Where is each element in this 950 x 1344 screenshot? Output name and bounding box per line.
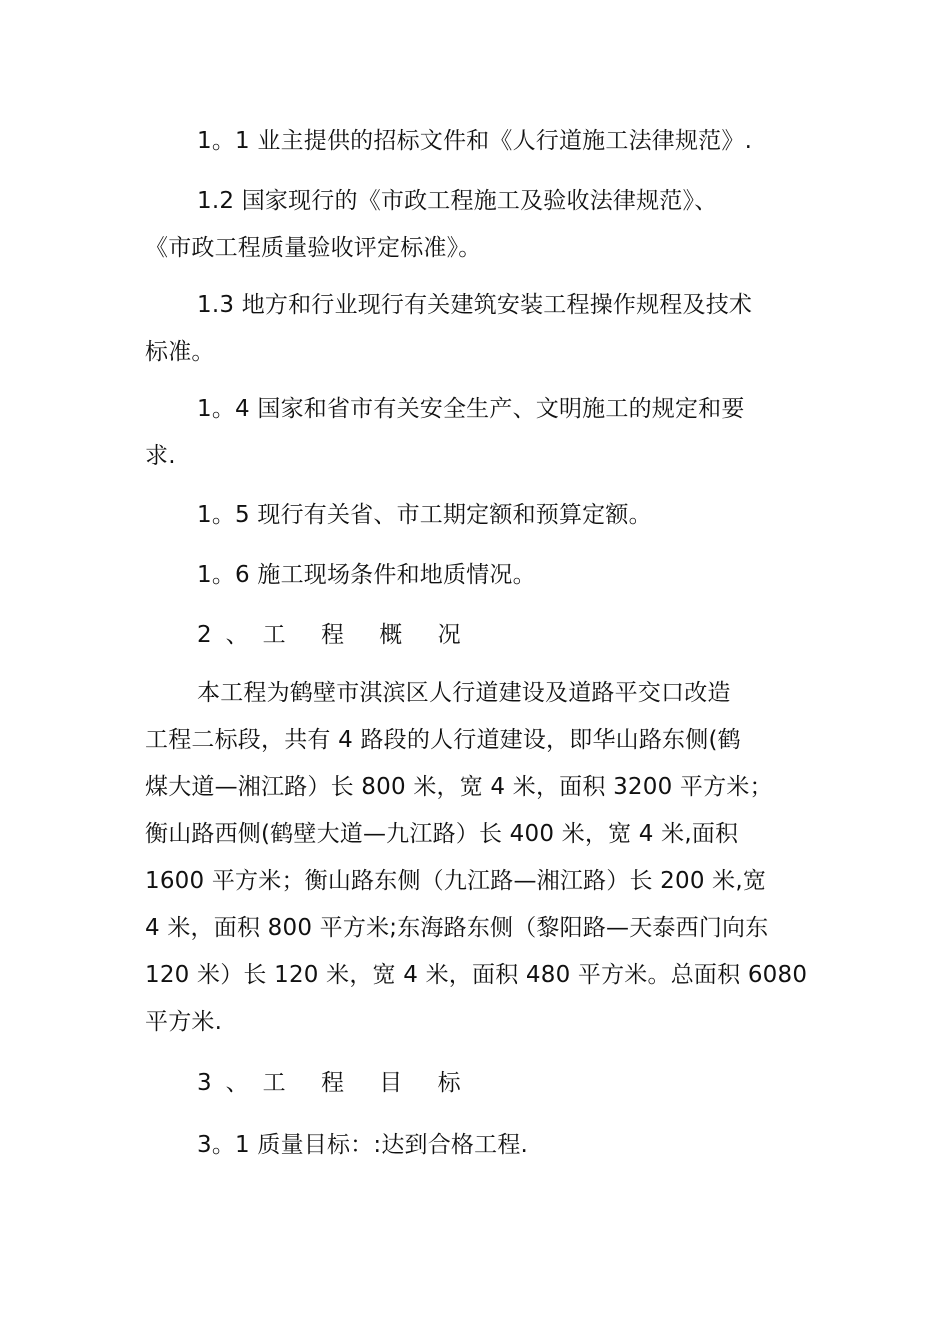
paragraph-1-1 <box>145 118 805 165</box>
text-line: 4 米，面积 800 平方米;东海路东侧（黎阳路—天泰西门向东 <box>145 915 769 941</box>
paragraph-1-2 <box>145 178 805 272</box>
text-line: 平方米. <box>145 1009 223 1035</box>
text-line: 1。6 施工现场条件和地质情况。 <box>197 562 536 588</box>
text-line: 3。1 质量目标：:达到合格工程. <box>197 1132 529 1158</box>
text-line: 1。5 现行有关省、市工期定额和预算定额。 <box>197 502 652 528</box>
text-line: 本工程为鹤壁市淇滨区人行道建设及道路平交口改造 <box>197 680 731 706</box>
overview-paragraph <box>145 670 808 1046</box>
text-line: 1.2 国家现行的《市政工程施工及验收法律规范》、 <box>197 188 718 214</box>
paragraph-3-1 <box>145 1122 805 1169</box>
text-line: 衡山路西侧(鹤壁大道—九江路）长 400 米，宽 4 米,面积 <box>145 821 739 847</box>
text-line: 1600 平方米；衡山路东侧（九江路—湘江路）长 200 米,宽 <box>145 868 767 894</box>
text-line: 1。4 国家和省市有关安全生产、文明施工的规定和要 <box>197 396 745 422</box>
paragraph-1-4 <box>145 386 805 480</box>
paragraph-1-5 <box>145 492 805 539</box>
text-line: 1。1 业主提供的招标文件和《人行道施工法律规范》. <box>197 128 753 154</box>
text-line: 求. <box>145 443 176 469</box>
text-line: 煤大道—湘江路）长 800 米，宽 4 米，面积 3200 平方米； <box>145 774 773 800</box>
text-line: 1.3 地方和行业现行有关建筑安装工程操作规程及技术 <box>197 292 753 318</box>
section-heading: 2、工 程 概 况 <box>197 622 475 648</box>
section-heading-3 <box>145 1060 805 1107</box>
text-line: 《市政工程质量验收评定标准》。 <box>145 235 482 261</box>
text-line: 工程二标段，共有 4 路段的人行道建设，即华山路东侧(鹤 <box>145 727 741 753</box>
paragraph-1-3 <box>145 282 805 376</box>
section-heading-2 <box>145 612 805 659</box>
section-heading: 3、工 程 目 标 <box>197 1070 475 1096</box>
paragraph-1-6 <box>145 552 805 599</box>
text-line: 标准。 <box>145 339 215 365</box>
text-line: 120 米）长 120 米，宽 4 米，面积 480 平方米。总面积 6080 <box>145 962 808 988</box>
